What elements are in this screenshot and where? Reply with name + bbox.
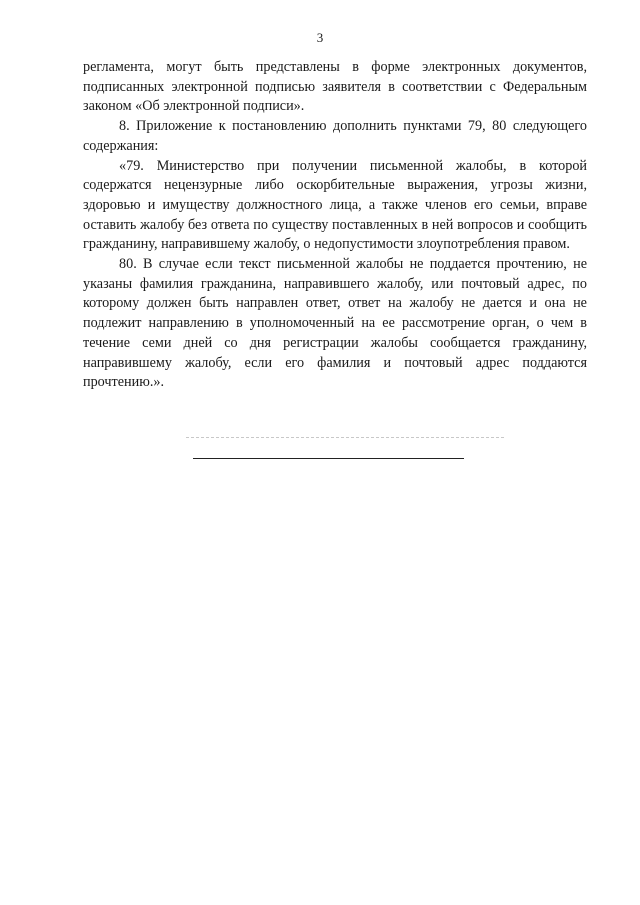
paragraph-item-79: «79. Министерство при получении письменной жалобы, в которой содержатся нецензурные либо оскорбительные выражения, угрозы жизни, здоровью и имуществу должностного лица, а также членов его семьи, вправе оставить жалобу без ответа по существу поставленных в ней вопросов и сообщить гражданину, направившему жалобу, о недопустимости злоупотребления правом.: [83, 157, 587, 253]
paragraph-regulation-continuation: регламента, могут быть представлены в форме электронных документов, подписанных электронной подписью заявителя в соответствии с Федеральным законом «Об электронной подписи».: [83, 59, 587, 115]
paragraph-item-80: 80. В случае если текст письменной жалобы не поддается прочтению, не указаны фамилия гражданина, направившего жалобу, или почтовый адрес, по которому должен быть направлен ответ, ответ на жалобу не дается и она не подлежит направлению в уполномоченный на ее рассмотрение орган, о чем в течение семи дней со дня регистрации жалобы сообщается гражданину, направившему жалобу, если его фамилия и почтовый адрес поддаются прочтению.».: [83, 256, 587, 391]
document-body: [83, 58, 587, 393]
closing-rule-line: [193, 458, 464, 459]
faint-separator-line: [186, 437, 504, 438]
paragraph-item-8: 8. Приложение к постановлению дополнить пунктами 79, 80 следующего содержания:: [83, 118, 587, 154]
page-number: 3: [316, 30, 324, 45]
